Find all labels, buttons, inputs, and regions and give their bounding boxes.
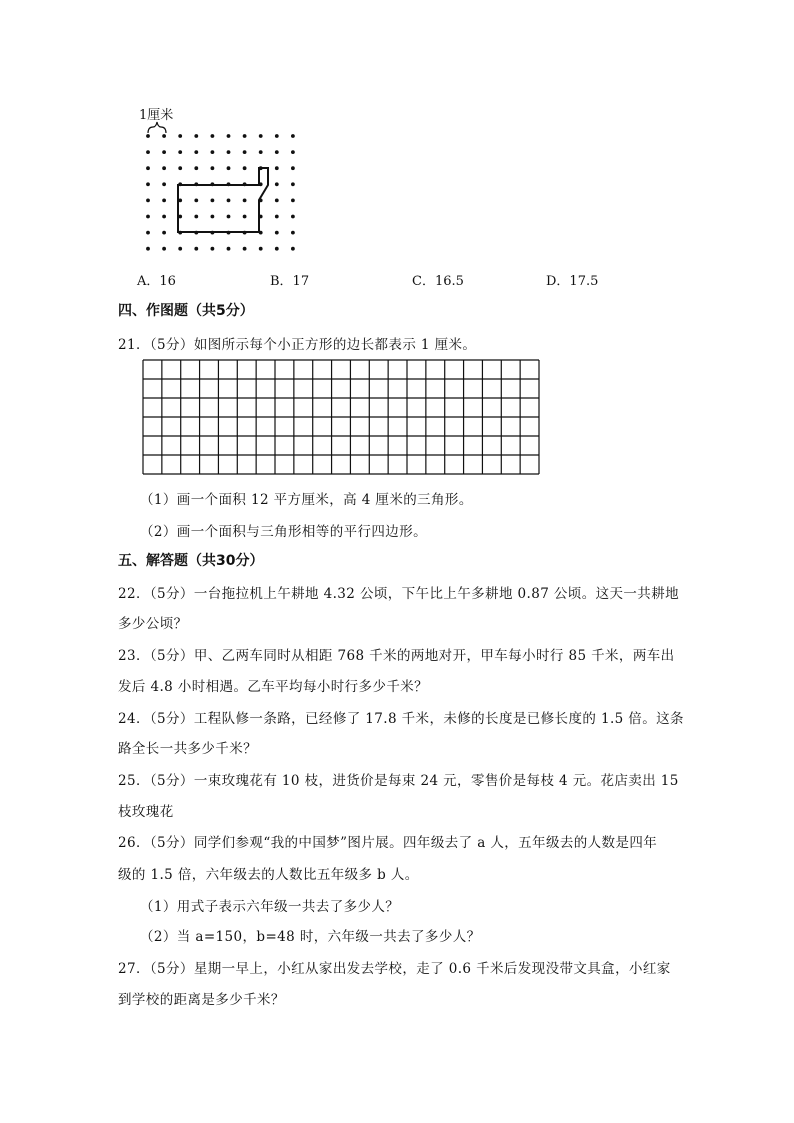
grid-dot bbox=[146, 166, 150, 170]
option-d: D．17.5 bbox=[546, 274, 599, 289]
grid-dot bbox=[243, 215, 247, 219]
grid-dot bbox=[211, 215, 215, 219]
q26-line1: 26．（5分）同学们参观“我的中国梦”图片展。四年级去了 a 人，五年级去的人数是四年 bbox=[118, 835, 658, 851]
grid-dot bbox=[178, 150, 182, 154]
grid-dot bbox=[291, 231, 295, 235]
grid-dot bbox=[146, 247, 150, 251]
grid-dot bbox=[194, 199, 198, 203]
grid-dot bbox=[178, 134, 182, 138]
option-b: B．17 bbox=[270, 274, 310, 289]
grid-dot bbox=[211, 150, 215, 154]
grid-dot bbox=[275, 166, 279, 170]
q26-line2: 级的 1.5 倍，六年级去的人数比五年级多 b 人。 bbox=[118, 867, 419, 883]
grid-dot bbox=[259, 134, 263, 138]
section-title-drawing: 四、作图题（共5分） bbox=[118, 303, 254, 319]
q25-line2: 枝玫瑰花 bbox=[118, 804, 174, 820]
grid-dot bbox=[162, 134, 166, 138]
grid-dot bbox=[211, 247, 215, 251]
q21-sub1: （1）画一个面积 12 平方厘米，高 4 厘米的三角形。 bbox=[140, 492, 473, 508]
q23-line1: 23．（5分）甲、乙两车同时从相距 768 千米的两地对开，甲车每小时行 85 千米，两车出 bbox=[118, 648, 675, 664]
grid-dot bbox=[227, 134, 231, 138]
grid-dot bbox=[162, 247, 166, 251]
grid-dot bbox=[162, 182, 166, 186]
grid-dot bbox=[275, 247, 279, 251]
grid-dot bbox=[162, 199, 166, 203]
grid-dot bbox=[146, 182, 150, 186]
grid-dot bbox=[194, 150, 198, 154]
grid-dot bbox=[227, 199, 231, 203]
q21-sub2: （2）画一个面积与三角形相等的平行四边形。 bbox=[140, 524, 427, 540]
q27-line1: 27．（5分）星期一早上，小红从家出发去学校，走了 0.6 千米后发现没带文具盒，小红家 bbox=[118, 961, 671, 977]
grid-dot bbox=[146, 231, 150, 235]
grid-dot bbox=[211, 134, 215, 138]
grid-dot bbox=[275, 215, 279, 219]
grid-dot bbox=[227, 166, 231, 170]
q24-line2: 路全长一共多少千米？ bbox=[118, 741, 257, 757]
grid-dot bbox=[194, 166, 198, 170]
grid-dot bbox=[291, 247, 295, 251]
grid-dot bbox=[211, 199, 215, 203]
grid-dot bbox=[178, 166, 182, 170]
grid-dot bbox=[243, 166, 247, 170]
grid-dot bbox=[146, 134, 150, 138]
grid-dot bbox=[146, 215, 150, 219]
grid-dot bbox=[275, 150, 279, 154]
q23-line2: 发后 4.8 小时相遇。乙车平均每小时行多少千米？ bbox=[118, 679, 429, 695]
grid-dot bbox=[194, 134, 198, 138]
scale-brace bbox=[148, 122, 166, 133]
square-grid bbox=[142, 359, 540, 476]
q21-text: 21．（5分）如图所示每个小正方形的边长都表示 1 厘米。 bbox=[118, 337, 477, 353]
grid-dot bbox=[194, 215, 198, 219]
grid-dot bbox=[227, 215, 231, 219]
section-title-answers: 五、解答题（共30分） bbox=[118, 553, 264, 569]
grid-dot bbox=[162, 231, 166, 235]
grid-dot bbox=[227, 247, 231, 251]
grid-dot bbox=[227, 150, 231, 154]
q26-sub1: （1）用式子表示六年级一共去了多少人？ bbox=[140, 899, 400, 915]
grid-dot bbox=[291, 134, 295, 138]
grid-dot bbox=[291, 150, 295, 154]
grid-dot bbox=[178, 247, 182, 251]
shape-outline bbox=[178, 168, 268, 232]
grid-dot bbox=[162, 150, 166, 154]
grid-dot bbox=[146, 150, 150, 154]
grid-dot bbox=[275, 182, 279, 186]
grid-dot bbox=[162, 166, 166, 170]
grid-dot bbox=[259, 247, 263, 251]
grid-dot bbox=[291, 166, 295, 170]
q25-line1: 25．（5分）一束玫瑰花有 10 枝，进货价是每束 24 元，零售价是每枝 4 元。花店卖出 15 bbox=[118, 773, 679, 789]
q22-line1: 22．（5分）一台拖拉机上午耕地 4.32 公顷，下午比上午多耕地 0.87 公顷。这天一共耕地 bbox=[118, 586, 679, 602]
grid-dot bbox=[243, 150, 247, 154]
grid-dot bbox=[211, 166, 215, 170]
grid-dot bbox=[259, 150, 263, 154]
grid-dot bbox=[243, 134, 247, 138]
grid-dot bbox=[291, 199, 295, 203]
grid-dot bbox=[275, 199, 279, 203]
option-c: C．16.5 bbox=[412, 274, 464, 289]
q27-line2: 到学校的距离是多少千米？ bbox=[118, 992, 285, 1008]
q24-line1: 24．（5分）工程队修一条路，已经修了 17.8 千米，未修的长度是已修长度的 1.5 倍。这条 bbox=[118, 711, 684, 727]
option-a: A．16 bbox=[137, 274, 176, 289]
grid-dot bbox=[275, 134, 279, 138]
q26-sub2: （2）当 a=150，b=48 时，六年级一共去了多少人？ bbox=[140, 929, 481, 945]
grid-dot bbox=[146, 199, 150, 203]
grid-dot bbox=[162, 215, 166, 219]
grid-dot bbox=[291, 182, 295, 186]
grid-dot bbox=[243, 247, 247, 251]
dot-grid-figure bbox=[138, 100, 298, 260]
grid-dot bbox=[194, 247, 198, 251]
q22-line2: 多少公顷？ bbox=[118, 616, 188, 632]
grid-dots bbox=[146, 134, 295, 251]
scale-label: 1厘米 bbox=[139, 108, 174, 123]
grid-dot bbox=[291, 215, 295, 219]
grid-dot bbox=[275, 231, 279, 235]
grid-dot bbox=[243, 199, 247, 203]
